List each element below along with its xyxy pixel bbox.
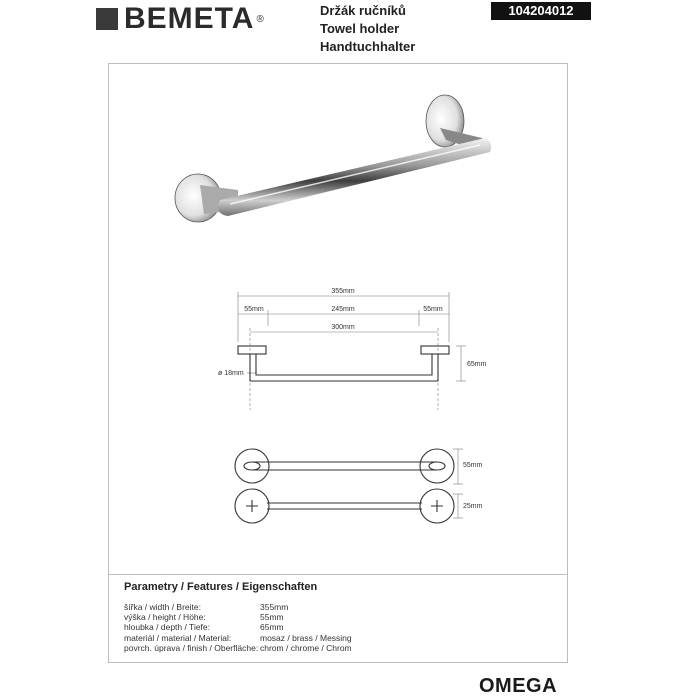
dim-right-offset: 55mm [423,306,443,313]
spec-row-depth [124,622,352,632]
dim-inner-width: 300mm [331,324,355,331]
spec-label: povrch. úprava / finish / Oberfläche: [124,642,259,653]
spec-row-width [124,602,352,612]
spec-value: 55mm [260,612,284,623]
spec-label: šířka / width / Breite: [124,602,201,612]
title-german: Handtuchhalter [320,39,416,54]
spec-table [124,602,352,653]
spec-row-height [124,612,352,622]
dim-side-height: 65mm [467,361,487,368]
spec-value: chrom / chrome / Chrom [260,642,352,653]
parameters-heading: Parametry / Features / Eigenschaften [124,581,318,593]
spec-value: 355mm [260,602,289,612]
dim-rod-diameter: ø 18mm [218,370,244,377]
registered-mark: ® [256,13,264,25]
series-name: OMEGA [479,675,558,697]
dim-front-view: 25mm [463,503,483,510]
dim-left-offset: 55mm [244,306,264,313]
spec-row-finish [124,643,352,653]
spec-value: mosaz / brass / Messing [260,632,352,643]
dim-total-width: 355mm [331,288,355,295]
dim-top-view: 55mm [463,462,483,469]
product-code-badge: 104204012 [491,2,591,20]
spec-label: výška / height / Höhe: [124,612,206,623]
title-english: Towel holder [320,21,400,36]
title-czech: Držák ručníků [320,3,406,18]
spec-value: 65mm [260,622,284,633]
spec-label: materiál / material / Material: [124,632,232,643]
spec-label: hloubka / depth / Tiefe: [124,622,211,633]
spec-row-material [124,633,352,643]
section-divider [108,574,568,575]
dim-middle-span: 245mm [331,306,355,313]
brand-name: BEMETA [124,2,255,35]
